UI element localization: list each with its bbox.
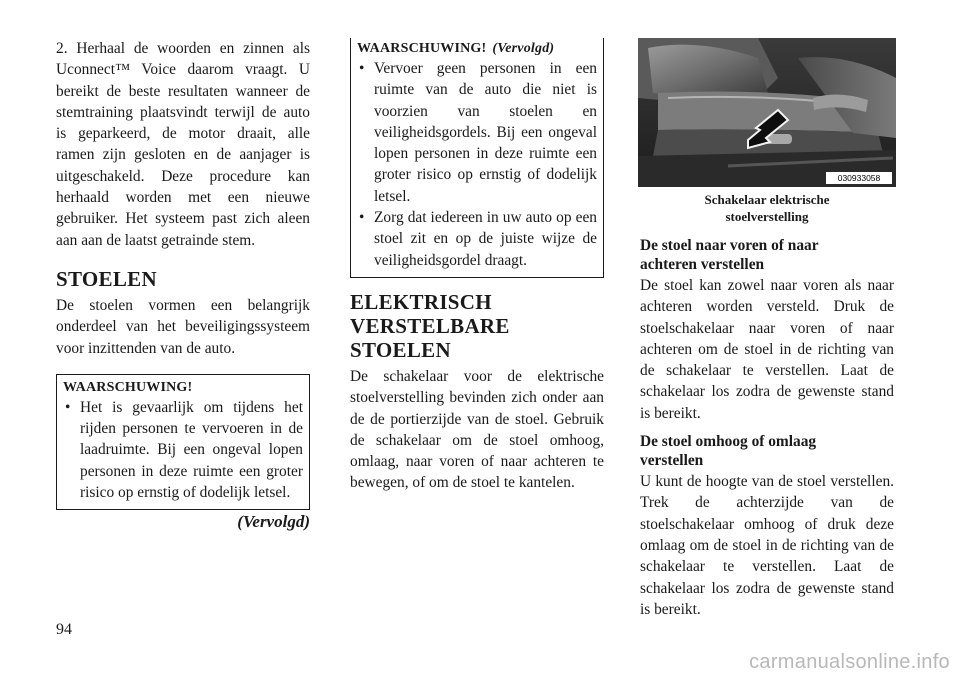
watermark-text: carmanualsonline.info: [749, 651, 950, 673]
heading-line: ELEKTRISCH: [350, 289, 492, 314]
warning-item: • Zorg dat iedereen in uw auto op een stoel zit en op de juiste wijze de veiligheidsgordel draagt.: [357, 207, 597, 271]
stoelen-intro-paragraph: De stoelen vormen een belangrijk onderdeel van het beveiligingssysteem voor inzittenden van de auto.: [56, 296, 310, 357]
forward-backward-paragraph: De stoel kan zowel naar voren als naar achteren worden versteld. Druk de stoelschakelaar naar voren of naar achteren om de stoel in de richting van de schakelaar te verstellen. Laat de schakelaar los zodra de gewenste stand is bereikt.: [640, 277, 894, 422]
warning-box-continued: [350, 38, 604, 278]
subheading-line: De stoel naar voren of naar: [640, 237, 819, 254]
continued-label: (Vervolgd): [237, 512, 310, 532]
warning-list: [357, 58, 597, 271]
seat-switch-photo: [638, 38, 896, 187]
left-column: [56, 38, 310, 532]
subheading-up-down: [640, 432, 894, 470]
up-down-paragraph: U kunt de hoogte van de stoel verstellen. Trek de achterzijde van de stoelschakelaar omhoog of druk deze omlaag om de stoel in de richting van de schakelaar te verstellen. Laat de schakelaar los zodra de gewenste stand is bereikt.: [640, 473, 894, 618]
middle-column: [350, 38, 604, 494]
page-number: 94: [56, 621, 72, 638]
subheading-forward-backward: [640, 236, 894, 274]
seat-photo-illustration: [638, 38, 896, 187]
subheading-line: achteren verstellen: [640, 256, 765, 273]
warning-title-text: WAARSCHUWING!: [357, 41, 487, 56]
warning-continued-text: (Vervolgd): [492, 41, 555, 56]
warning-box: [56, 374, 310, 510]
warning-title: WAARSCHUWING!: [63, 379, 193, 395]
photo-code: 030933058: [837, 173, 881, 183]
caption-line: Schakelaar elektrische: [704, 192, 830, 207]
subheading-line: verstellen: [640, 452, 704, 470]
heading-line: VERSTELBARE STOELEN: [350, 313, 510, 362]
right-column: [640, 38, 894, 620]
warning-item: • Het is gevaarlijk om tijdens het rijden personen te vervoeren in de laadruimte. Bij een ongeval lopen personen in deze ruimte een groter risico op ernstig of dodelijk letsel.: [63, 397, 303, 503]
section-heading-stoelen: STOELEN: [56, 266, 157, 291]
warning-list: [63, 397, 303, 503]
photo-caption: [640, 191, 894, 225]
subheading-line: De stoel omhoog of omlaag: [640, 433, 817, 451]
voice-training-paragraph: 2. Herhaal de woorden en zinnen als Uconnect™ Voice daarom vraagt. U bereikt de beste resultaten wanneer de stemtraining plaatsvindt terwijl de auto is geparkeerd, de motor draait, alle ramen zijn gesloten en de aanjager is uitgeschakeld. Deze procedure kan herhaald worden met een nieuwe gebruiker. Het systeem past zich aleen aan aan de laatst getrainde stem.: [56, 40, 310, 249]
section-heading-elektrisch: [350, 290, 604, 362]
power-seat-paragraph: De schakelaar voor de elektrische stoelverstelling bevinden zich onder aan de de portierzijde van de stoel. Gebruik de schakelaar om de stoel omhoog, omlaag, naar voren of naar achteren te bewegen, of om de stoel te kantelen.: [350, 367, 604, 492]
warning-item: • Vervoer geen personen in een ruimte van de auto die niet is voorzien van stoelen en veiligheidsgordels. Bij een ongeval lopen personen in deze ruimte een groter risico op ernstig of dodelijk letsel.: [357, 58, 597, 207]
caption-line: stoelverstelling: [725, 209, 809, 224]
warning-title: [357, 40, 597, 58]
